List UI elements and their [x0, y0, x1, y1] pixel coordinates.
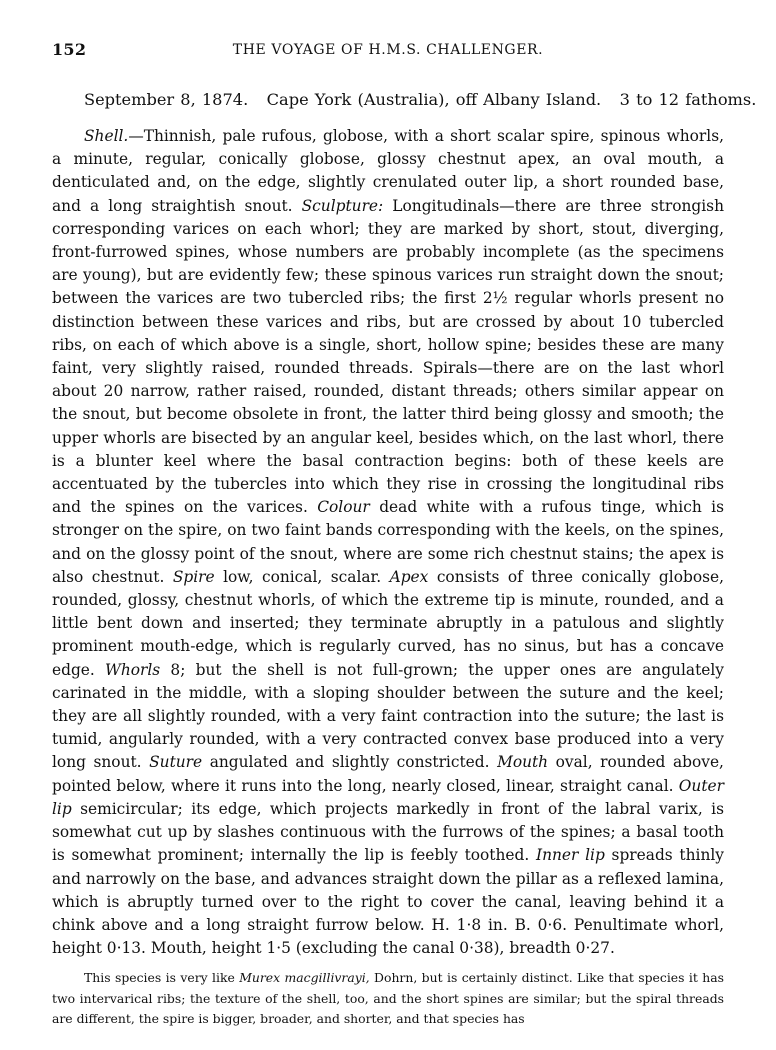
measurements: H. 1·8 in. B. 0·6. Penultimate whorl, height 0·13. Mouth, height 1·5 (excluding the canal 0·38), breadth 0·27.	[52, 915, 724, 958]
whorls-label: Whorls	[105, 660, 161, 679]
outer-lip-label: Outer lip	[52, 776, 724, 818]
shell-label: Shell.	[84, 127, 129, 145]
species-description	[52, 125, 724, 960]
shell-text: —Thinnish, pale rufous, globose, with a short scalar spire, spinous whorls, a minute, regular, conically globose, glossy chestnut apex, an oval mouth, a denticulated and, on the edge, slightly crenulated outer lip, a short rounded base, and a long straightish snout.	[52, 127, 724, 215]
whorls-text: 8; but the shell is not full-grown; the upper ones are angulately carinated in the middle, with a sloping shoulder between the suture and the keel; they are all slightly rounded, with a very faint contraction into the suture; the last is tumid, angularly rounded, with a very contracted convex base produced into a very long snout.	[52, 660, 724, 772]
book-page	[52, 40, 757, 1030]
running-head	[52, 40, 724, 64]
sculpture-text-1: Longitudinals—there are three strongish corresponding varices on each whorl; they are marked by short, stout, diverging, front-furrowed spines, whose numbers are probably incomplete (as the specimens are young), but are evidently few; these spinous varices run straight down the snout; between the varices are two tubercled ribs; the first	[52, 196, 724, 308]
station-line	[84, 89, 757, 111]
spire-label: Spire	[172, 567, 215, 586]
comparison-note	[52, 968, 724, 1029]
sculpture-whorl-count: 2½	[482, 289, 508, 308]
sculpture-text-2: regular whorls present no distinction between these varices and ribs, but are crossed by about 10 tubercled ribs, on each of which above is a single, short, hollow spine; besides these are many faint, very slightly raised, rounded threads. Spirals—there are on the last whorl about 20 narrow, rather raised, rounded, distant threads; others similar appear on the snout, but become obsolete in front, the latter third being glossy and smooth; the upper whorls are bisected by an angular keel, besides which, on the last whorl, there is a blunter keel where the basal contraction begins: both of these keels are accentuated by the tubercles into which they rise in crossing the longitudinal ribs and the spines on the varices.	[52, 289, 724, 517]
sculpture-label: Sculpture:	[301, 196, 384, 215]
colour-text: dead white with a rufous tinge, which is stronger on the spire, on two faint bands corresponding with the keels, on the spines, and on the glossy point of the snout, where are some rich chestnut stains; the apex is also chestnut.	[52, 498, 724, 586]
colour-label: Colour	[317, 498, 370, 517]
note-text-1: This species is very like	[84, 970, 235, 986]
station-depth: 3 to 12 fathoms.	[619, 90, 757, 109]
apex-label: Apex	[389, 567, 429, 586]
inner-lip-label: Inner lip	[535, 846, 605, 865]
suture-label: Suture	[149, 753, 203, 772]
species-name: Murex macgillivrayi,	[239, 970, 370, 986]
station-locality: Cape York (Australia), off Albany Island.	[266, 90, 602, 109]
running-title: THE VOYAGE OF H.M.S. CHALLENGER.	[232, 42, 544, 58]
mouth-text: oval, rounded above, pointed below, where it runs into the long, nearly closed, linear, straight canal.	[52, 753, 724, 795]
apex-text: consists of three conically globose, rounded, glossy, chestnut whorls, of which the extreme tip is minute, rounded, and a little bent down and inserted; they terminate abruptly in a patulous and slightly prominent mouth-edge, which is regularly curved, has no sinus, but has a concave edge.	[52, 567, 724, 679]
spire-text: low, conical, scalar.	[223, 567, 382, 586]
mouth-label: Mouth	[497, 753, 549, 772]
outer-lip-text: semicircular; its edge, which projects markedly in front of the labral varix, is somewhat cut up by slashes continuous with the furrows of the spines; a basal tooth is somewhat prominent; internally the lip is feebly toothed.	[52, 799, 724, 865]
note-text-2: Dohrn, but is certainly distinct. Like that species it has two intervarical ribs; the texture of the shell, too, and the short spines are similar; but the spiral threads are different, the spire is bigger, broader, and shorter, and that species has	[52, 970, 724, 1027]
page-number: 152	[52, 40, 87, 59]
inner-lip-text: spreads thinly and narrowly on the base, and advances straight down the pillar as a reflexed lamina, which is abruptly turned over to the right to cover the canal, leaving behind it a chink above and a long straight furrow below.	[52, 846, 724, 934]
suture-text: angulated and slightly constricted.	[209, 753, 490, 772]
station-date: September 8, 1874.	[84, 90, 249, 109]
